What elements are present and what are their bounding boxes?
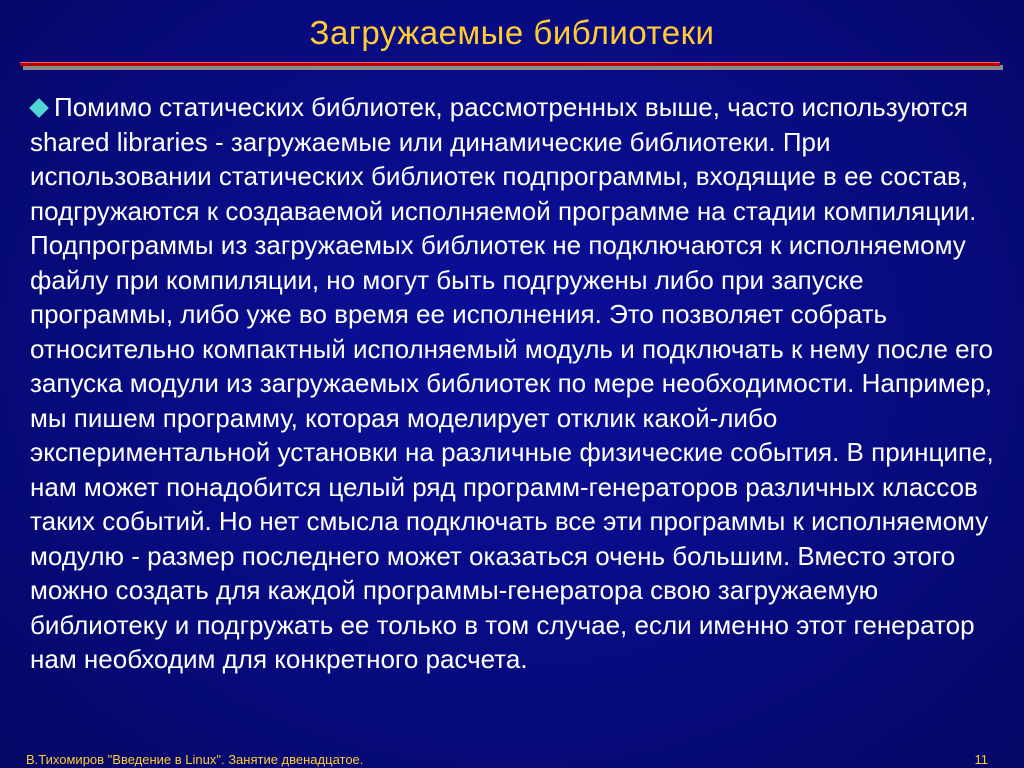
footer-credit: В.Тихомиров "Введение в Linux". Занятие двенадцатое. xyxy=(26,752,364,767)
slide-body xyxy=(30,90,1010,677)
diamond-bullet-icon xyxy=(29,98,49,118)
title-divider xyxy=(20,62,1003,70)
slide-title: Загружаемые библиотеки xyxy=(309,14,715,51)
title-divider-bar xyxy=(20,62,1000,66)
page-number: 11 xyxy=(974,752,988,767)
body-paragraph: Помимо статических библиотек, рассмотренных выше, часто используются shared libraries - загружаемые или динамические библиотеки. При использовании статических библиотек подпрограммы, входящие в ее состав, подгружаются к создаваемой исполняемой программе на стадии компиляции. Подпрограммы из загружаемых библиотек не подключаются к исполняемому файлу при компиляции, но могут быть подгружены либо при запуске программы, либо уже во время ее исполнения. Это позволяет собрать относительно компактный исполняемый модуль и подключать к нему после его запуска модули из загружаемых библиотек по мере необходимости. Например, мы пишем программу, которая моделирует отклик какой-либо экспериментальной установки на различные физические события. В принципе, нам может понадобится целый ряд программ-генераторов различных классов таких событий. Но нет смысла подключать все эти программы к исполняемому модулю - размер последнего может оказаться очень большим. Вместо этого можно создать для каждой программы-генератора свою загружаемую библиотеку и подгружать ее только в том случае, если именно этот генератор нам необходим для конкретного расчета. xyxy=(30,92,994,674)
